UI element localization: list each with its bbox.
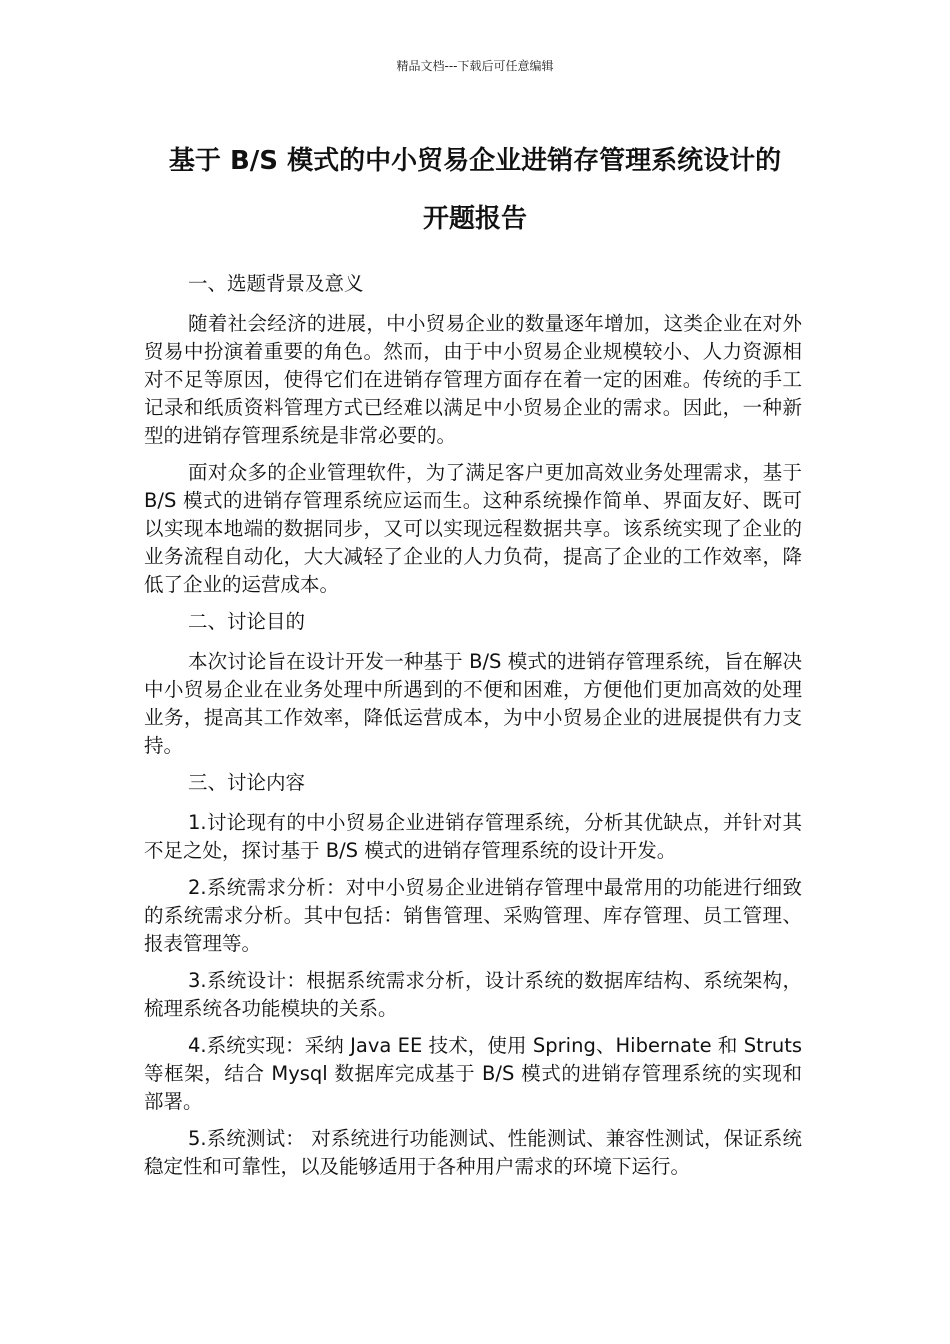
section-heading-content: 三、讨论内容 <box>188 771 306 794</box>
content-item-1: 1.讨论现有的中小贸易企业进销存管理系统，分析其优缺点，并针对其不足之处，探讨基于 B/S 模式的进销存管理系统的设计开发。 <box>144 811 802 862</box>
content-item-5: 5.系统测试： 对系统进行功能测试、性能测试、兼容性测试，保证系统稳定性和可靠性，以及能够适用于各种用户需求的环境下运行。 <box>144 1127 802 1178</box>
content-item-4: 4.系统实现：采纳 Java EE 技术，使用 Spring、Hibernate 和 Struts 等框架，结合 Mysql 数据库完成基于 B/S 模式的进销存管理系统的实现和部署。 <box>144 1034 802 1113</box>
paragraph-background-2: 面对众多的企业管理软件，为了满足客户更加高效业务处理需求，基于 B/S 模式的进销存管理系统应运而生。这种系统操作简单、界面友好、既可以实现本地端的数据同步，又可以实现远程数据共享。该系统实现了企业的业务流程自动化，大大减轻了企业的人力负荷，提高了企业的工作效率，降低了企业的运营成本。 <box>144 461 802 596</box>
title-line-2: 开题报告 <box>422 204 527 234</box>
section-heading-purpose: 二、讨论目的 <box>188 610 306 633</box>
paragraph-background-1: 随着社会经济的进展，中小贸易企业的数量逐年增加，这类企业在对外贸易中扮演着重要的角色。然而，由于中小贸易企业规模较小、人力资源相对不足等原因，使得它们在进销存管理方面存在着一定的困难。传统的手工记录和纸质资料管理方式已经难以满足中小贸易企业的需求。因此，一种新型的进销存管理系统是非常必要的。 <box>144 312 802 447</box>
content-item-2: 2.系统需求分析：对中小贸易企业进销存管理中最常用的功能进行细致的系统需求分析。其中包括：销售管理、采购管理、库存管理、员工管理、报表管理等。 <box>144 876 802 955</box>
title-line-1: 基于 B/S 模式的中小贸易企业进销存管理系统设计的 <box>168 146 782 176</box>
page-header: 精品文档---下载后可任意编辑 <box>396 59 554 73</box>
paragraph-purpose: 本次讨论旨在设计开发一种基于 B/S 模式的进销存管理系统，旨在解决中小贸易企业在业务处理中所遇到的不便和困难，方便他们更加高效的处理业务，提高其工作效率，降低运营成本，为中小贸易企业的进展提供有力支持。 <box>144 650 802 757</box>
document-body <box>144 270 802 1190</box>
section-heading-background: 一、选题背景及意义 <box>188 272 364 295</box>
content-item-3: 3.系统设计：根据系统需求分析，设计系统的数据库结构、系统架构，梳理系统各功能模块的关系。 <box>144 969 802 1020</box>
document-title <box>0 132 950 248</box>
